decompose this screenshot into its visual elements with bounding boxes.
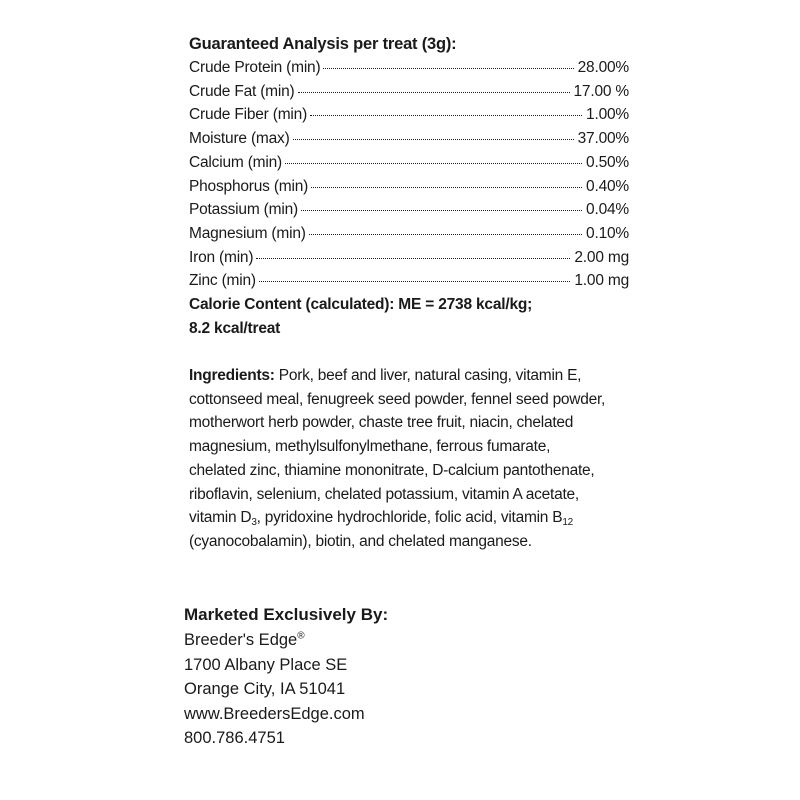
analysis-value: 28.00% <box>577 59 629 76</box>
company-text: Breeder's Edge <box>184 631 298 649</box>
marketer-title: Marketed Exclusively By: <box>184 605 389 624</box>
analysis-row <box>189 222 629 246</box>
analysis-name: Potassium (min) <box>189 201 298 219</box>
website-text: www.BreedersEdge.com <box>184 704 365 723</box>
analysis-value: 0.10% <box>586 224 629 242</box>
analysis-name: Moisture (max) <box>189 130 290 148</box>
analysis-row <box>189 80 629 104</box>
analysis-value: 1.00 mg <box>574 272 629 290</box>
analysis-row <box>189 175 629 199</box>
ingredients-line: magnesium, methylsulfonylmethane, ferrous fumarate, <box>189 438 551 456</box>
analysis-row <box>189 269 629 293</box>
ingredients-line: (cyanocobalamin), biotin, and chelated manganese. <box>189 532 532 550</box>
dot-leader <box>309 234 582 235</box>
ingredients-line: riboflavin, selenium, chelated potassium, vitamin A acetate, <box>189 485 579 503</box>
subscript: 3 <box>251 517 257 529</box>
analysis-row <box>189 56 629 80</box>
ingredients-text: Pork, beef and liver, natural casing, vitamin E, <box>274 367 582 384</box>
ingredients-line: cottonseed meal, fenugreek seed powder, fennel seed powder, <box>189 390 606 408</box>
analysis-name: Crude Fat (min) <box>189 82 295 100</box>
dot-leader <box>256 258 570 259</box>
analysis-name: Zinc (min) <box>189 272 256 290</box>
dot-leader <box>323 68 573 69</box>
ingredients-line <box>189 364 639 388</box>
analysis-row <box>189 246 629 270</box>
dot-leader <box>259 281 571 282</box>
analysis-value: 1.00% <box>586 106 629 124</box>
ingredients-text: vitamin D <box>189 509 252 527</box>
guaranteed-analysis-title: Guaranteed Analysis per treat (3g): <box>189 35 457 53</box>
ingredients-text: , pyridoxine hydrochloride, folic acid, vitamin B <box>256 509 563 527</box>
analysis-row <box>189 198 629 222</box>
phone-number: 800.786.4751 <box>184 729 285 747</box>
ingredients-line: motherwort herb powder, chaste tree fruit, niacin, chelated <box>189 414 574 432</box>
analysis-row <box>189 127 629 151</box>
dot-leader <box>301 210 582 211</box>
analysis-value: 2.00 mg <box>574 248 629 266</box>
analysis-name: Magnesium (min) <box>189 224 306 242</box>
city-state-zip: Orange City, IA 51041 <box>184 680 346 698</box>
dot-leader <box>285 163 582 164</box>
analysis-value: 0.40% <box>586 177 629 195</box>
analysis-value: 0.50% <box>586 153 629 171</box>
guaranteed-analysis <box>189 32 629 340</box>
dot-leader <box>298 92 570 93</box>
analysis-name: Phosphorus (min) <box>189 177 309 195</box>
analysis-name: Calcium (min) <box>189 153 282 171</box>
calorie-per-treat: 8.2 kcal/treat <box>189 319 281 337</box>
subscript: 12 <box>562 517 573 529</box>
analysis-row <box>189 103 629 127</box>
analysis-value: 37.00% <box>577 130 629 148</box>
ingredients-section <box>189 364 639 554</box>
street-address: 1700 Albany Place SE <box>184 655 348 674</box>
analysis-value: 0.04% <box>586 201 629 219</box>
analysis-row <box>189 151 629 175</box>
ingredients-line: chelated zinc, thiamine mononitrate, D-calcium pantothenate, <box>189 461 595 479</box>
registered-mark: ® <box>297 630 305 642</box>
analysis-name: Iron (min) <box>189 248 254 266</box>
analysis-value: 17.00 % <box>573 82 629 100</box>
calorie-content: Calorie Content (calculated): ME = 2738 kcal/kg; <box>189 296 533 314</box>
dot-leader <box>310 115 582 116</box>
analysis-name: Crude Protein (min) <box>189 59 321 76</box>
ingredients-label: Ingredients: <box>189 367 275 384</box>
dot-leader <box>311 187 582 188</box>
analysis-name: Crude Fiber (min) <box>189 106 308 124</box>
ingredients-line <box>189 506 639 530</box>
marketer-section <box>184 601 584 751</box>
dot-leader <box>293 139 574 140</box>
company-name <box>184 628 584 653</box>
